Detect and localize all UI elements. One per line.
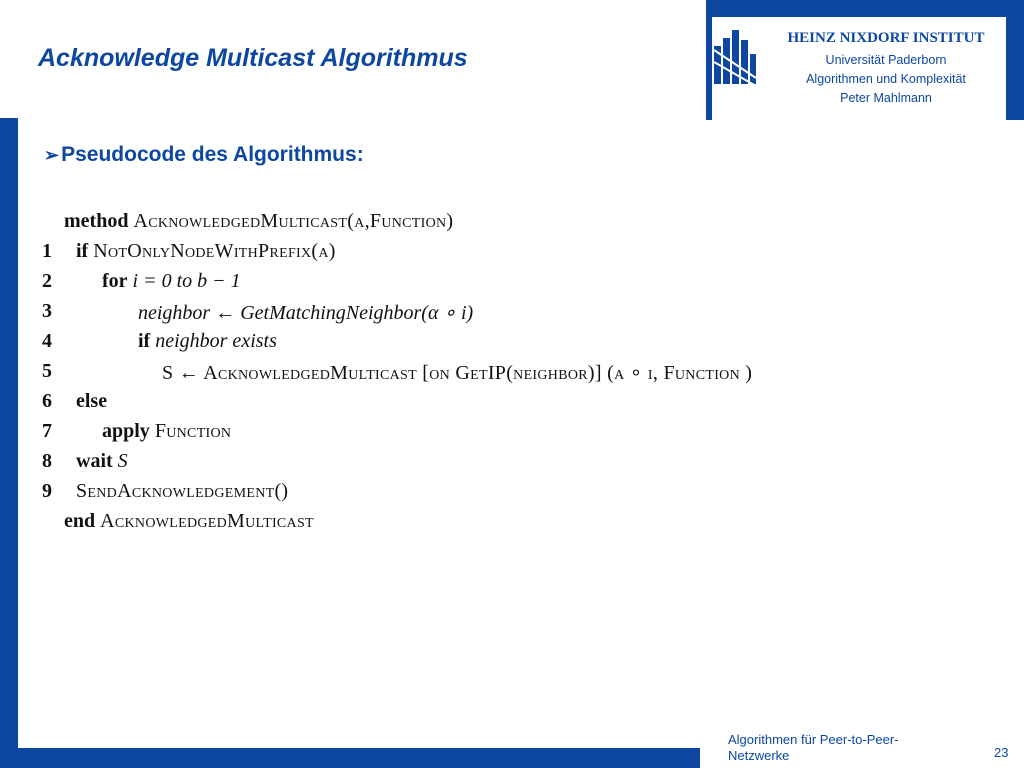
code-text: SendAcknowledgement() xyxy=(76,480,289,502)
code-text: S xyxy=(117,450,128,472)
code-text: Function xyxy=(154,420,232,442)
institute-name: HEINZ NIXDORF INSTITUT xyxy=(787,30,985,46)
code-text: i = 0 to b − 1 xyxy=(132,270,241,292)
footer-course: Algorithmen für Peer-to-Peer-Netzwerke xyxy=(728,732,899,763)
code-header-name: AcknowledgedMulticast xyxy=(133,210,348,232)
institute-group: Algorithmen und Komplexität xyxy=(806,72,966,86)
code-keyword: for xyxy=(102,270,128,292)
code-header-args: (α,Function) xyxy=(347,210,454,232)
code-footer-keyword: end xyxy=(64,510,96,532)
code-text: S ← AcknowledgedMulticast [on GetIP(neighbor)] (α ∘ i, Function ) xyxy=(162,362,753,384)
line-number: 1 xyxy=(42,240,52,262)
line-number: 5 xyxy=(42,360,52,382)
line-number: 7 xyxy=(42,420,52,442)
code-keyword: apply xyxy=(102,420,150,442)
line-number: 6 xyxy=(42,390,52,412)
bottom-accent-bar xyxy=(0,748,700,768)
code-keyword: if xyxy=(76,240,89,262)
institute-author: Peter Mahlmann xyxy=(840,91,932,105)
code-text: neighbor exists xyxy=(155,330,277,352)
code-footer-name: AcknowledgedMulticast xyxy=(100,510,314,532)
code-text: NotOnlyNodeWithPrefix(α) xyxy=(93,240,336,262)
bullet-item xyxy=(44,143,364,167)
university-logo-icon xyxy=(714,30,756,86)
line-number: 8 xyxy=(42,450,52,472)
code-keyword: if xyxy=(138,330,151,352)
code-keyword: else xyxy=(76,390,108,412)
bullet-text: Pseudocode des Algorithmus: xyxy=(61,143,364,166)
code-footer xyxy=(64,510,314,533)
line-number: 9 xyxy=(42,480,52,502)
line-number: 4 xyxy=(42,330,52,352)
code-keyword: wait xyxy=(76,450,113,472)
page-number: 23 xyxy=(994,745,1009,760)
bullet-arrow-icon: ➢ xyxy=(44,145,60,165)
line-number: 3 xyxy=(42,300,52,322)
code-header-keyword: method xyxy=(64,210,129,232)
code-header xyxy=(64,210,453,233)
slide-title: Acknowledge Multicast Algorithmus xyxy=(38,44,468,72)
line-number: 2 xyxy=(42,270,52,292)
left-accent-bar xyxy=(0,118,18,768)
institute-university: Universität Paderborn xyxy=(825,53,947,67)
code-text: neighbor ← GetMatchingNeighbor(α ∘ i) xyxy=(138,302,474,324)
